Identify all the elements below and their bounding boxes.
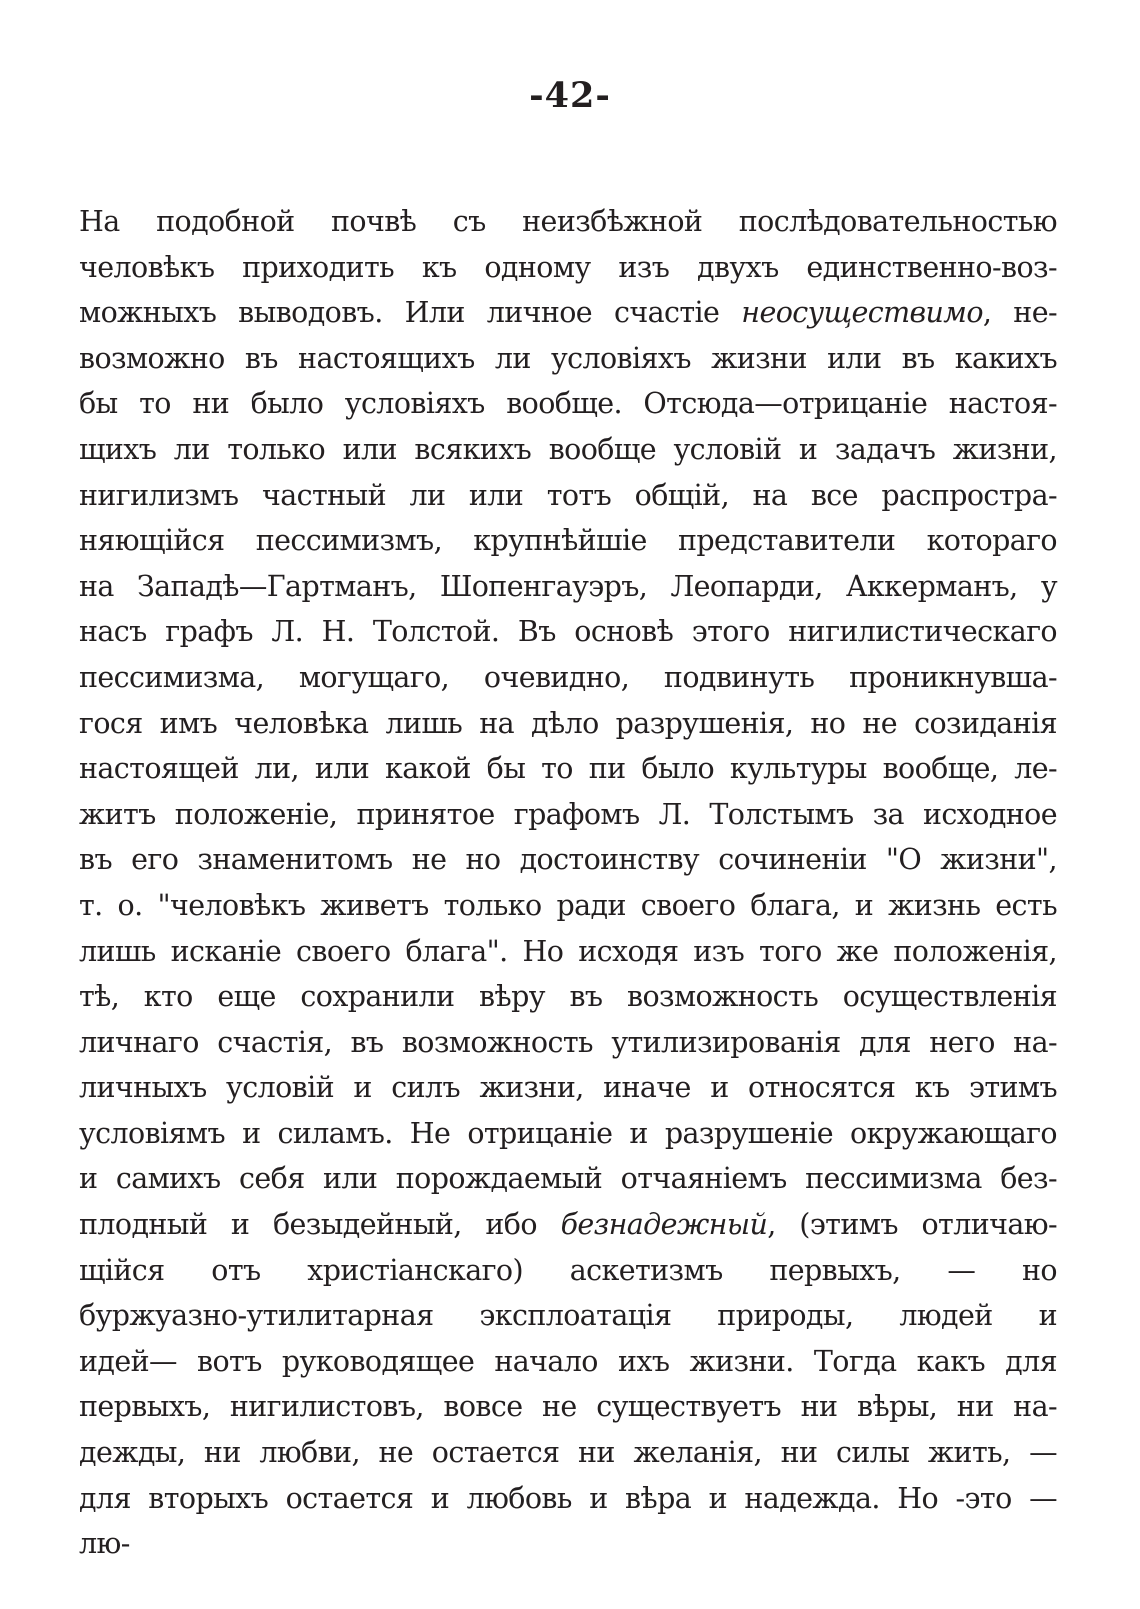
text-line: [79, 1339, 1057, 1385]
text-line: [79, 974, 1057, 1020]
text-segment: первыхъ, нигилистовъ, вовсе не существуетъ ни вѣры, ни на-: [79, 1390, 1057, 1424]
text-segment: лю-: [79, 1527, 130, 1561]
italic-text: безнадежный: [560, 1208, 768, 1242]
body-text: [79, 199, 1057, 1567]
text-line: [79, 1384, 1057, 1430]
text-segment: въ его знаменитомъ не но достоинству сочиненіи "О жизни",: [79, 843, 1057, 877]
text-line: [79, 473, 1057, 519]
text-line: [79, 1111, 1057, 1157]
text-line: [79, 199, 1057, 245]
text-segment: возможно въ настоящихъ ли условіяхъ жизни или въ какихъ: [79, 341, 1057, 375]
text-line: [79, 792, 1057, 838]
text-line: [79, 1020, 1057, 1066]
text-line: [79, 701, 1057, 747]
text-segment: можныхъ выводовъ. Или личное счастіе: [79, 296, 742, 330]
text-segment: , (этимъ отличаю-: [767, 1208, 1057, 1242]
text-line: [79, 609, 1057, 655]
text-line: [79, 1202, 1057, 1248]
text-segment: для вторыхъ остается и любовь и вѣра и надежда. Но -это —: [79, 1481, 1057, 1515]
text-segment: лишь исканіе своего блага". Но исходя изъ того же положенія,: [79, 934, 1057, 968]
text-segment: личныхъ условій и силъ жизни, иначе и относятся къ этимъ: [79, 1071, 1057, 1105]
text-segment: нигилизмъ частный ли или тотъ общій, на все распростра-: [79, 478, 1057, 512]
text-line: [79, 1521, 1057, 1567]
text-segment: плодный и безыдейный, ибо: [79, 1208, 561, 1242]
text-segment: буржуазно-утилитарная эксплоатація природы, людей и: [79, 1299, 1057, 1333]
text-line: [79, 929, 1057, 975]
text-segment: насъ графъ Л. Н. Толстой. Въ основѣ этого нигилистическаго: [79, 615, 1057, 649]
text-line: [79, 290, 1057, 336]
text-segment: тѣ, кто еще сохранили вѣру въ возможность осуществленія: [79, 980, 1057, 1014]
text-line: [79, 837, 1057, 883]
text-segment: на Западѣ—Гартманъ, Шопенгауэръ, Леопарди, Аккерманъ, у: [79, 569, 1057, 603]
text-line: [79, 1156, 1057, 1202]
text-line: [79, 427, 1057, 473]
text-segment: щихъ ли только или всякихъ вообще условій и задачъ жизни,: [79, 432, 1057, 466]
text-line: [79, 1065, 1057, 1111]
text-line: [79, 1430, 1057, 1476]
text-segment: условіямъ и силамъ. Не отрицаніе и разрушеніе окружающаго: [79, 1116, 1057, 1150]
text-line: [79, 564, 1057, 610]
text-segment: пессимизма, могущаго, очевидно, подвинуть проникнувша-: [79, 660, 1057, 694]
text-segment: няющійся пессимизмъ, крупнѣйшіе представители котораго: [79, 524, 1057, 558]
text-segment: щійся отъ христіанскаго) аскетизмъ первыхъ, — но: [79, 1253, 1057, 1287]
text-line: [79, 655, 1057, 701]
text-segment: На подобной почвѣ съ неизбѣжной послѣдовательностью: [79, 205, 1057, 238]
text-segment: , не-: [982, 296, 1057, 330]
text-segment: бы то ни было условіяхъ вообще. Отсюда—отрицаніе настоя-: [79, 387, 1057, 421]
text-segment: настоящей ли, или какой бы то пи было культуры вообще, ле-: [79, 752, 1057, 786]
text-line: [79, 1248, 1057, 1294]
text-line: [79, 1476, 1057, 1522]
italic-text: неосуществимо: [741, 296, 983, 330]
text-segment: дежды, ни любви, не остается ни желанія, ни силы жить, —: [79, 1436, 1057, 1470]
text-segment: и самихъ себя или порождаемый отчаяніемъ пессимизма без-: [79, 1162, 1057, 1196]
text-line: [79, 518, 1057, 564]
text-line: [79, 883, 1057, 929]
text-segment: человѣкъ приходить къ одному изъ двухъ единственно-воз-: [79, 250, 1057, 284]
text-segment: гося имъ человѣка лишь на дѣло разрушенія, но не созиданія: [79, 706, 1057, 740]
text-line: [79, 245, 1057, 291]
text-segment: личнаго счастія, въ возможность утилизированія для него на-: [79, 1025, 1057, 1059]
text-line: [79, 381, 1057, 427]
text-line: [79, 1293, 1057, 1339]
text-segment: идей— вотъ руководящее начало ихъ жизни. Тогда какъ для: [79, 1344, 1057, 1378]
page-number: -42-: [529, 75, 611, 116]
text-line: [79, 746, 1057, 792]
text-line: [79, 336, 1057, 382]
text-segment: т. о. "человѣкъ живетъ только ради своего блага, и жизнь есть: [79, 888, 1057, 922]
text-segment: житъ положеніе, принятое графомъ Л. Толстымъ за исходное: [79, 797, 1057, 831]
